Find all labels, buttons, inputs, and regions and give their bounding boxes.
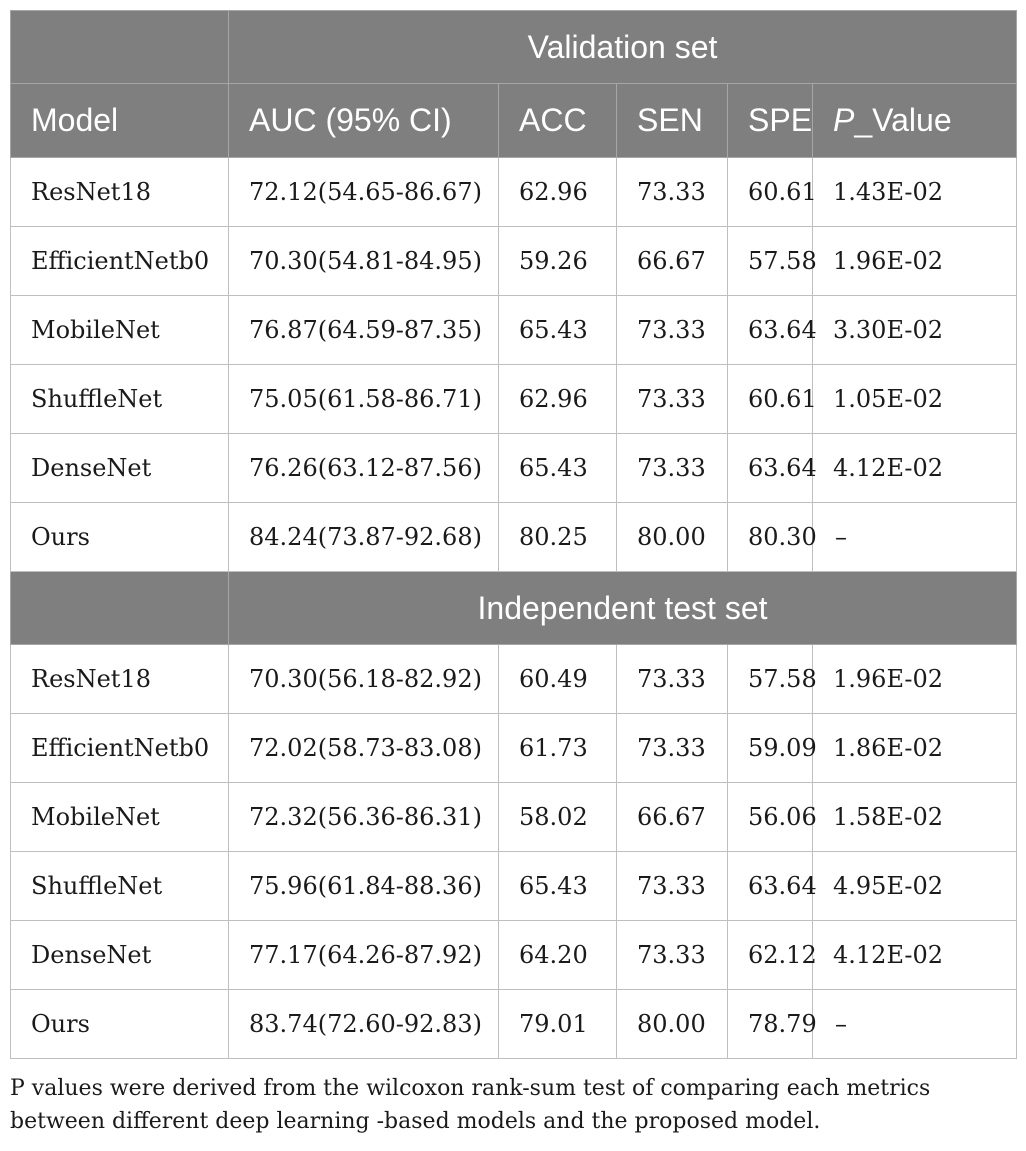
cell-sen: 80.00 [617,990,728,1059]
cell-p: – [813,990,1017,1059]
column-header-row [11,84,1017,158]
header-model: Model [11,84,229,158]
cell-spe: 80.30 [728,503,813,572]
table-row [11,503,1017,572]
cell-p: 4.95E-02 [813,852,1017,921]
cell-acc: 60.49 [499,645,617,714]
cell-model: Ours [11,503,229,572]
cell-model: ResNet18 [11,158,229,227]
cell-spe: 57.58 [728,227,813,296]
table-row [11,783,1017,852]
cell-p: 1.96E-02 [813,645,1017,714]
cell-p: 1.86E-02 [813,714,1017,783]
band-empty-cell [11,572,229,645]
table-row [11,714,1017,783]
cell-spe: 57.58 [728,645,813,714]
cell-model: ShuffleNet [11,852,229,921]
test-band-row [11,572,1017,645]
cell-sen: 73.33 [617,714,728,783]
cell-acc: 64.20 [499,921,617,990]
cell-spe: 78.79 [728,990,813,1059]
cell-model: Ours [11,990,229,1059]
validation-band-row [11,11,1017,84]
cell-auc: 76.87(64.59-87.35) [229,296,499,365]
cell-spe: 56.06 [728,783,813,852]
header-auc: AUC (95% CI) [229,84,499,158]
cell-acc: 79.01 [499,990,617,1059]
table-row [11,227,1017,296]
header-p-value [813,84,1017,158]
cell-auc: 70.30(56.18-82.92) [229,645,499,714]
cell-sen: 80.00 [617,503,728,572]
table-row [11,434,1017,503]
cell-spe: 59.09 [728,714,813,783]
cell-model: ShuffleNet [11,365,229,434]
cell-sen: 73.33 [617,434,728,503]
header-p-letter: P [833,102,855,138]
table-footnote: P values were derived from the wilcoxon rank-sum test of comparing each metrics between different deep learning -based models and the proposed model. [10,1076,931,1134]
table-row [11,365,1017,434]
results-table [10,10,1017,1059]
cell-p: 1.05E-02 [813,365,1017,434]
cell-acc: 65.43 [499,296,617,365]
test-set-heading: Independent test set [229,572,1017,645]
cell-acc: 62.96 [499,365,617,434]
table-row [11,852,1017,921]
cell-auc: 70.30(54.81-84.95) [229,227,499,296]
cell-p: 1.96E-02 [813,227,1017,296]
cell-auc: 72.02(58.73-83.08) [229,714,499,783]
cell-sen: 73.33 [617,852,728,921]
cell-acc: 61.73 [499,714,617,783]
cell-p: 4.12E-02 [813,434,1017,503]
cell-spe: 60.61 [728,158,813,227]
cell-p: 3.30E-02 [813,296,1017,365]
cell-spe: 63.64 [728,852,813,921]
cell-acc: 65.43 [499,852,617,921]
table-row [11,990,1017,1059]
cell-p: 1.58E-02 [813,783,1017,852]
cell-sen: 73.33 [617,296,728,365]
header-p-suffix: _Value [854,102,952,138]
cell-sen: 66.67 [617,227,728,296]
cell-spe: 60.61 [728,365,813,434]
cell-sen: 73.33 [617,921,728,990]
cell-sen: 73.33 [617,158,728,227]
table-row [11,158,1017,227]
cell-model: MobileNet [11,296,229,365]
cell-spe: 63.64 [728,296,813,365]
cell-sen: 66.67 [617,783,728,852]
cell-model: EfficientNetb0 [11,227,229,296]
cell-model: DenseNet [11,434,229,503]
cell-acc: 80.25 [499,503,617,572]
header-spe: SPE [728,84,813,158]
cell-model: DenseNet [11,921,229,990]
cell-acc: 58.02 [499,783,617,852]
cell-acc: 62.96 [499,158,617,227]
cell-spe: 63.64 [728,434,813,503]
header-acc: ACC [499,84,617,158]
cell-sen: 73.33 [617,365,728,434]
cell-spe: 62.12 [728,921,813,990]
table-row [11,921,1017,990]
cell-acc: 59.26 [499,227,617,296]
cell-model: ResNet18 [11,645,229,714]
validation-set-heading: Validation set [229,11,1017,84]
cell-auc: 75.96(61.84-88.36) [229,852,499,921]
cell-auc: 84.24(73.87-92.68) [229,503,499,572]
band-empty-cell [11,11,229,84]
cell-sen: 73.33 [617,645,728,714]
cell-auc: 76.26(63.12-87.56) [229,434,499,503]
cell-auc: 75.05(61.58-86.71) [229,365,499,434]
cell-model: MobileNet [11,783,229,852]
table-row [11,296,1017,365]
cell-auc: 72.12(54.65-86.67) [229,158,499,227]
table-row [11,645,1017,714]
cell-acc: 65.43 [499,434,617,503]
cell-model: EfficientNetb0 [11,714,229,783]
cell-p: 4.12E-02 [813,921,1017,990]
header-sen: SEN [617,84,728,158]
cell-auc: 77.17(64.26-87.92) [229,921,499,990]
cell-auc: 72.32(56.36-86.31) [229,783,499,852]
cell-p: – [813,503,1017,572]
cell-p: 1.43E-02 [813,158,1017,227]
cell-auc: 83.74(72.60-92.83) [229,990,499,1059]
